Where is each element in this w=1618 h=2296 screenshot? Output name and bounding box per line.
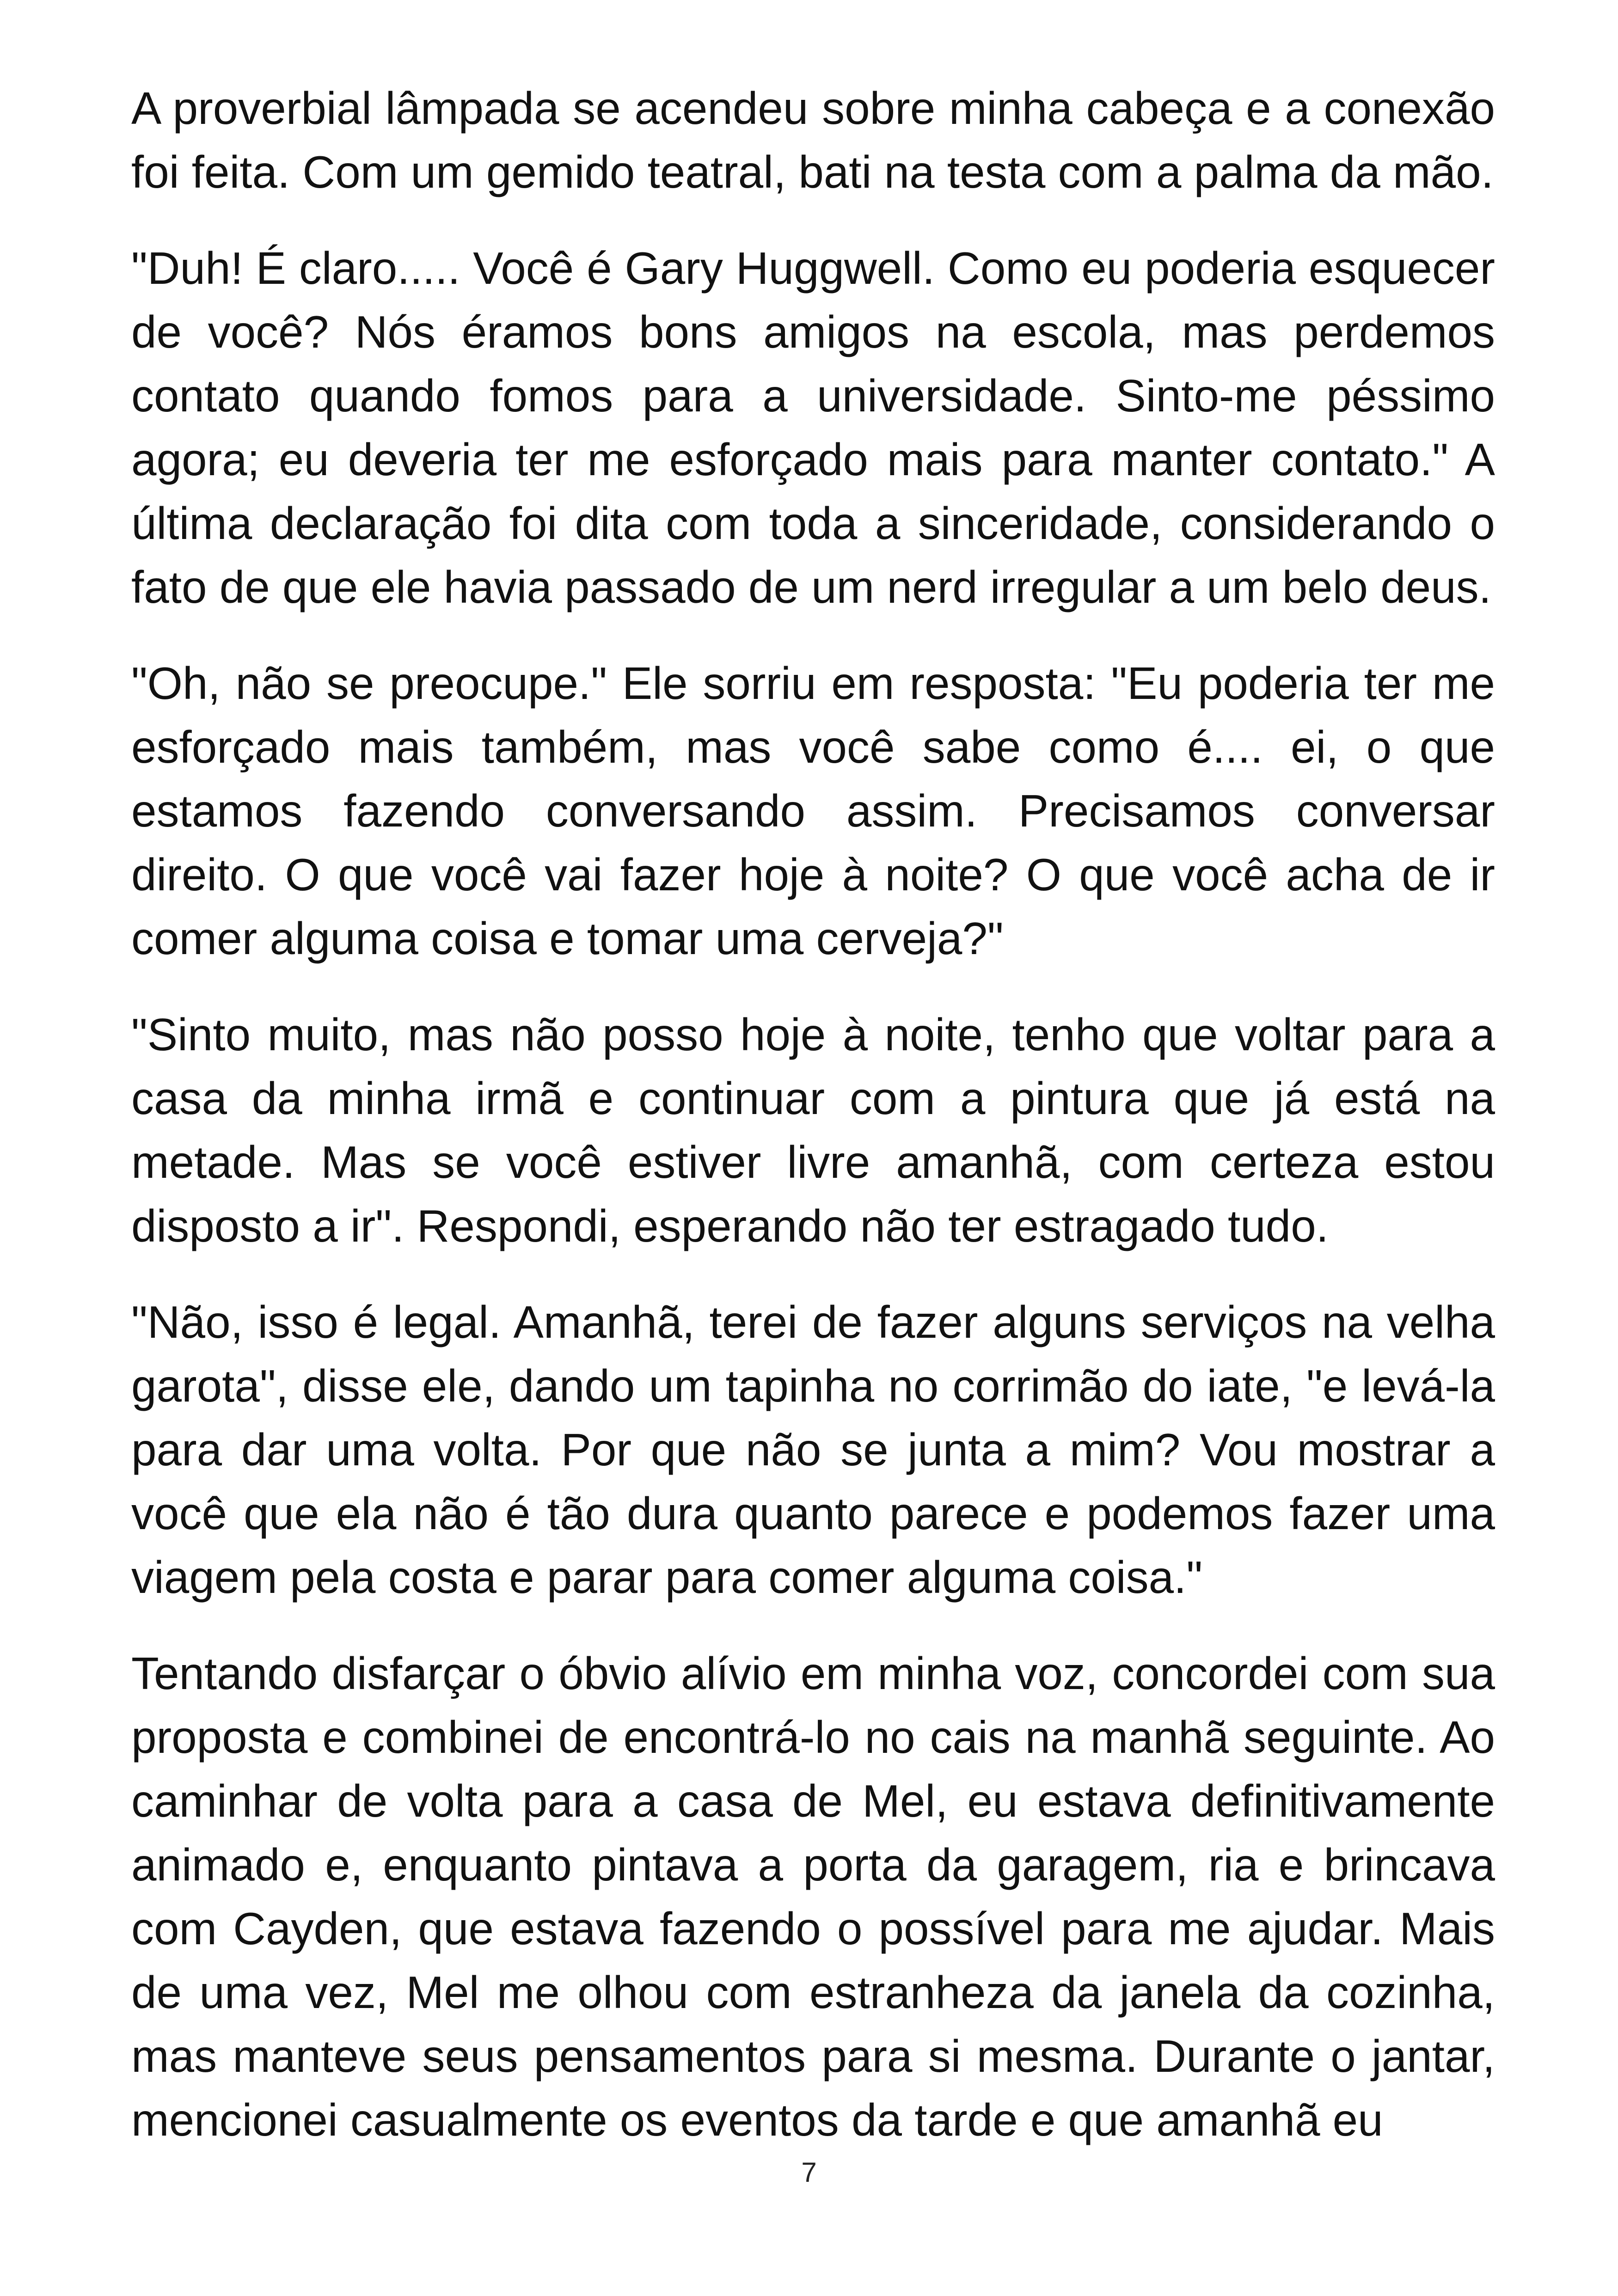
paragraph: "Sinto muito, mas não posso hoje à noite, tenho que voltar para a casa da minha irmã e continuar com a pintura que já está na metade. Mas se você estiver livre amanhã, com certeza estou disposto a ir". Respondi, esperando não ter estragado tudo. <box>131 1009 1495 1251</box>
paragraph: A proverbial lâmpada se acendeu sobre minha cabeça e a conexão foi feita. Com um gemido teatral, bati na testa com a palma da mão. <box>131 83 1495 197</box>
page-number: 7 <box>801 2157 817 2188</box>
paragraph: "Não, isso é legal. Amanhã, terei de fazer alguns serviços na velha garota", disse ele, dando um tapinha no corrimão do iate, "e levá-la para dar uma volta. Por que não se junta a mim? Vou mostrar a você que ela não é tão dura quanto parece e podemos fazer uma viagem pela costa e parar para comer alguma coisa." <box>131 1297 1495 1603</box>
paragraph: "Oh, não se preocupe." Ele sorriu em resposta: "Eu poderia ter me esforçado mais também, mas você sabe como é.... ei, o que estamos fazendo conversando assim. Precisamos conversar direito. O que você vai fazer hoje à noite? O que você acha de ir comer alguma coisa e tomar uma cerveja?" <box>131 658 1495 964</box>
paragraph: Tentando disfarçar o óbvio alívio em minha voz, concordei com sua proposta e combinei de encontrá-lo no cais na manhã seguinte. Ao caminhar de volta para a casa de Mel, eu estava definitivamente animado e, enquanto pintava a porta da garagem, ria e brincava com Cayden, que estava fazendo o possível para me ajudar. Mais de uma vez, Mel me olhou com estranheza da janela da cozinha, mas manteve seus pensamentos para si mesma. Durante o jantar, mencionei casualmente os eventos da tarde e que amanhã eu <box>131 1648 1495 2145</box>
paragraph: "Duh! É claro..... Você é Gary Huggwell. Como eu poderia esquecer de você? Nós éramos bons amigos na escola, mas perdemos contato quando fomos para a universidade. Sinto-me péssimo agora; eu deveria ter me esforçado mais para manter contato." A última declaração foi dita com toda a sinceridade, considerando o fato de que ele havia passado de um nerd irregular a um belo deus. <box>131 243 1495 612</box>
body-text <box>131 76 1495 2152</box>
